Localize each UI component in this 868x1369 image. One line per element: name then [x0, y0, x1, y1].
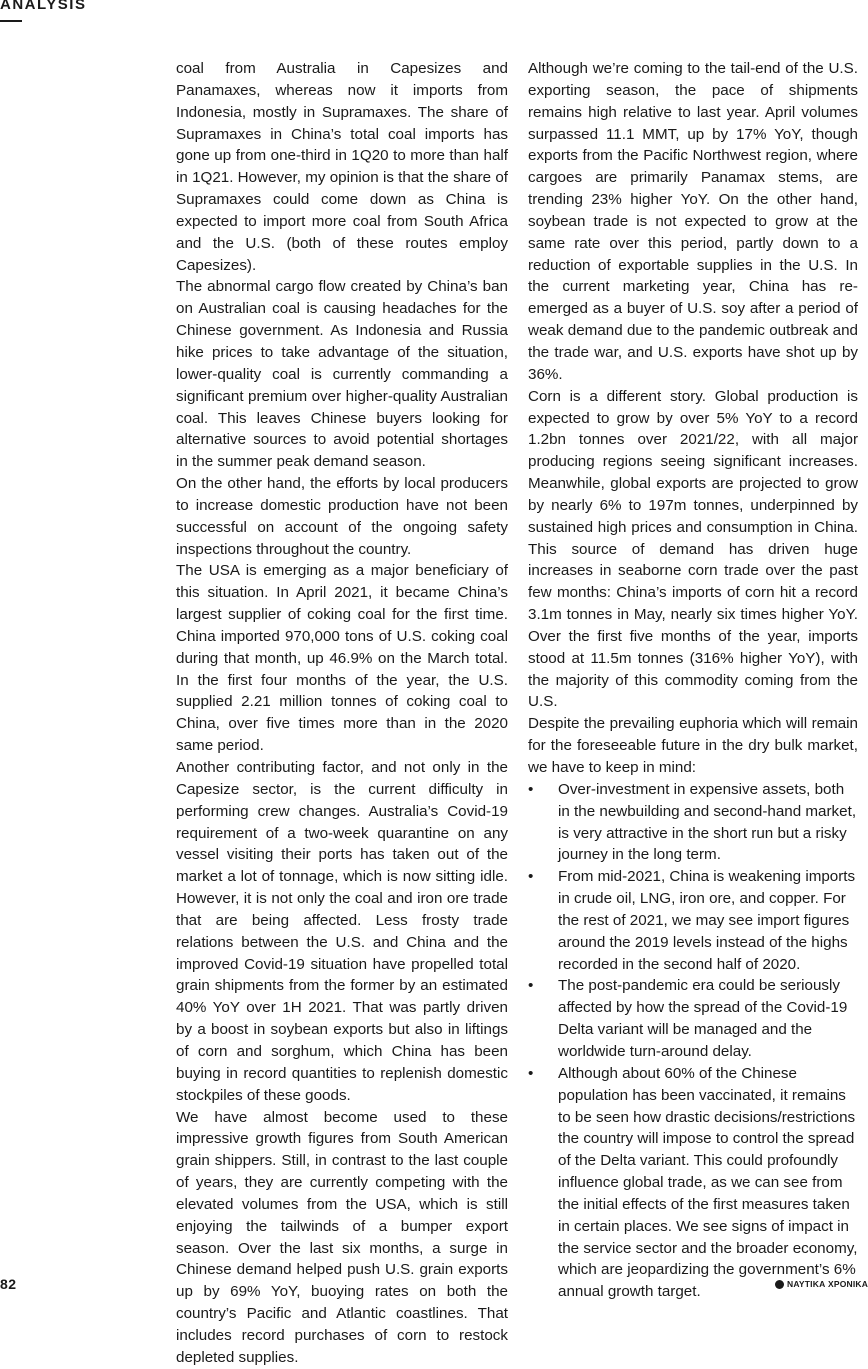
page-number: 82: [0, 1276, 17, 1292]
bullet-icon: •: [528, 780, 534, 798]
publication-name: ΝΑΥΤΙΚΑ ΧΡΟΝΙΚΑ: [787, 1279, 868, 1289]
bullet-list: [528, 779, 858, 1303]
paragraph: On the other hand, the efforts by local producers to increase domestic production have not been successful on account of the ongoing safety inspections throughout the country.: [176, 475, 508, 558]
brand-logo-icon: [775, 1280, 784, 1289]
list-item: [528, 975, 858, 1062]
section-label: ANALYSIS: [0, 0, 87, 13]
paragraph: We have almost become used to these impressive growth figures from South American grain shippers. Still, in contrast to the last couple of years, they are currently competing with the elevated volumes from the USA, which is still enjoying the tailwinds of a bumper export season. Over the last six months, a surge in Chinese demand helped push U.S. grain exports up by 69% YoY, buoying rates on both the country’s Pacific and Atlantic coastlines. That includes record purchases of corn to restock depleted supplies.: [176, 1108, 508, 1366]
list-item-text: From mid-2021, China is weakening imports in crude oil, LNG, iron ore, and copper. For the rest of 2021, we may see import figures around the 2019 levels instead of the highs recorded in the second half of 2020.: [558, 868, 856, 973]
publication-brand: [775, 1279, 868, 1289]
bullet-icon: •: [528, 868, 534, 886]
paragraph: Corn is a different story. Global production is expected to grow by over 5% YoY to a record 1.2bn tonnes over 2021/22, with all major producing regions seeing significant increases. Meanwhile, global exports are projected to grow by nearly 6% to 197m tonnes, underpinned by sustained high prices and consumption in China. This source of demand has driven huge increases in seaborne corn trade over the past few months: China’s imports of corn hit a record 3.1m tonnes in May, nearly six times higher YoY. Over the first five months of the year, imports stood at 11.5m tonnes (316% higher YoY), with the majority of this commodity coming from the U.S.: [528, 387, 858, 711]
list-item: [528, 779, 858, 866]
paragraph: Although we’re coming to the tail-end of the U.S. exporting season, the pace of shipments remains high relative to last year. April volumes surpassed 11.1 MMT, up by 17% YoY, though exports from the Pacific Northwest region, where cargoes are primarily Panamax stems, are trending 23% higher YoY. On the other hand, soybean trade is not expected to grow at the same rate over this period, partly down to a reduction of exportable supplies in the U.S. In the current marketing year, China has re-emerged as a buyer of U.S. soy after a period of weak demand due to the pandemic outbreak and the trade war, and U.S. exports have shot up by 36%.: [528, 60, 858, 383]
list-item-text: Over-investment in expensive assets, both in the newbuilding and second-hand market, is very attractive in the short run but a risky journey in the long term.: [558, 780, 857, 864]
bullet-icon: •: [528, 1064, 534, 1082]
bullet-icon: •: [528, 977, 534, 995]
list-item: [528, 1063, 858, 1303]
section-divider: [0, 20, 22, 22]
paragraph: The abnormal cargo flow created by China’s ban on Australian coal is causing headaches for the Chinese government. As Indonesia and Russia hike prices to take advantage of the situation, lower-quality coal is currently commanding a significant premium over higher-quality Australian coal. This leaves Chinese buyers looking for alternative sources to avoid potential shortages in the summer peak demand season.: [176, 278, 508, 471]
paragraph: The USA is emerging as a major beneficiary of this situation. In April 2021, it became China’s largest supplier of coking coal for the first time. China imported 970,000 tons of U.S. coking coal during that month, up 46.9% on the March total. In the first four months of the year, the U.S. supplied 2.21 million tonnes of coking coal to China, over five times more than in the 2020 same period.: [176, 562, 508, 755]
list-item-text: The post-pandemic era could be seriously affected by how the spread of the Covid-19 Delta variant will be managed and the worldwide turn-around delay.: [558, 977, 848, 1060]
list-item-text: Although about 60% of the Chinese population has been vaccinated, it remains to be seen how drastic decisions/restrictions the country will impose to control the spread of the Delta variant. This could profoundly influence global trade, as we can see from the initial effects of the first measures taken in certain places. We see signs of impact in the service sector and the broader economy, which are jeopardizing the government’s 6% annual growth target.: [558, 1064, 858, 1301]
paragraph: Another contributing factor, and not only in the Capesize sector, is the current difficulty in performing crew changes. Australia’s Covid-19 requirement of a two-week quarantine on any vessel visiting their ports has taken out of the market a lot of tonnage, which is now sitting idle. However, it is not only the coal and iron ore trade that are being affected. Less frosty trade relations between the U.S. and China and the improved Covid-19 situation have propelled total grain shipments from the former by an estimated 40% YoY over 1H 2021. That was partly driven by a boost in soybean exports but also in liftings of corn and sorghum, which China has been buying in record quantities to replenish domestic stockpiles of these goods.: [176, 759, 508, 1104]
article-column-right: [528, 58, 858, 1303]
paragraph: coal from Australia in Capesizes and Panamaxes, whereas now it imports from Indonesia, mostly in Supramaxes. The share of Supramaxes in China’s total coal imports has gone up from one-third in 1Q20 to more than half in 1Q21. However, my opinion is that the share of Supramaxes could come down as China is expected to import more coal from South Africa and the U.S. (both of these routes employ Capesizes).: [176, 60, 508, 274]
paragraph: Despite the prevailing euphoria which will remain for the foreseeable future in the dry bulk market, we have to keep in mind:: [528, 715, 858, 776]
list-item: [528, 866, 858, 975]
article-column-left: [176, 58, 508, 1369]
